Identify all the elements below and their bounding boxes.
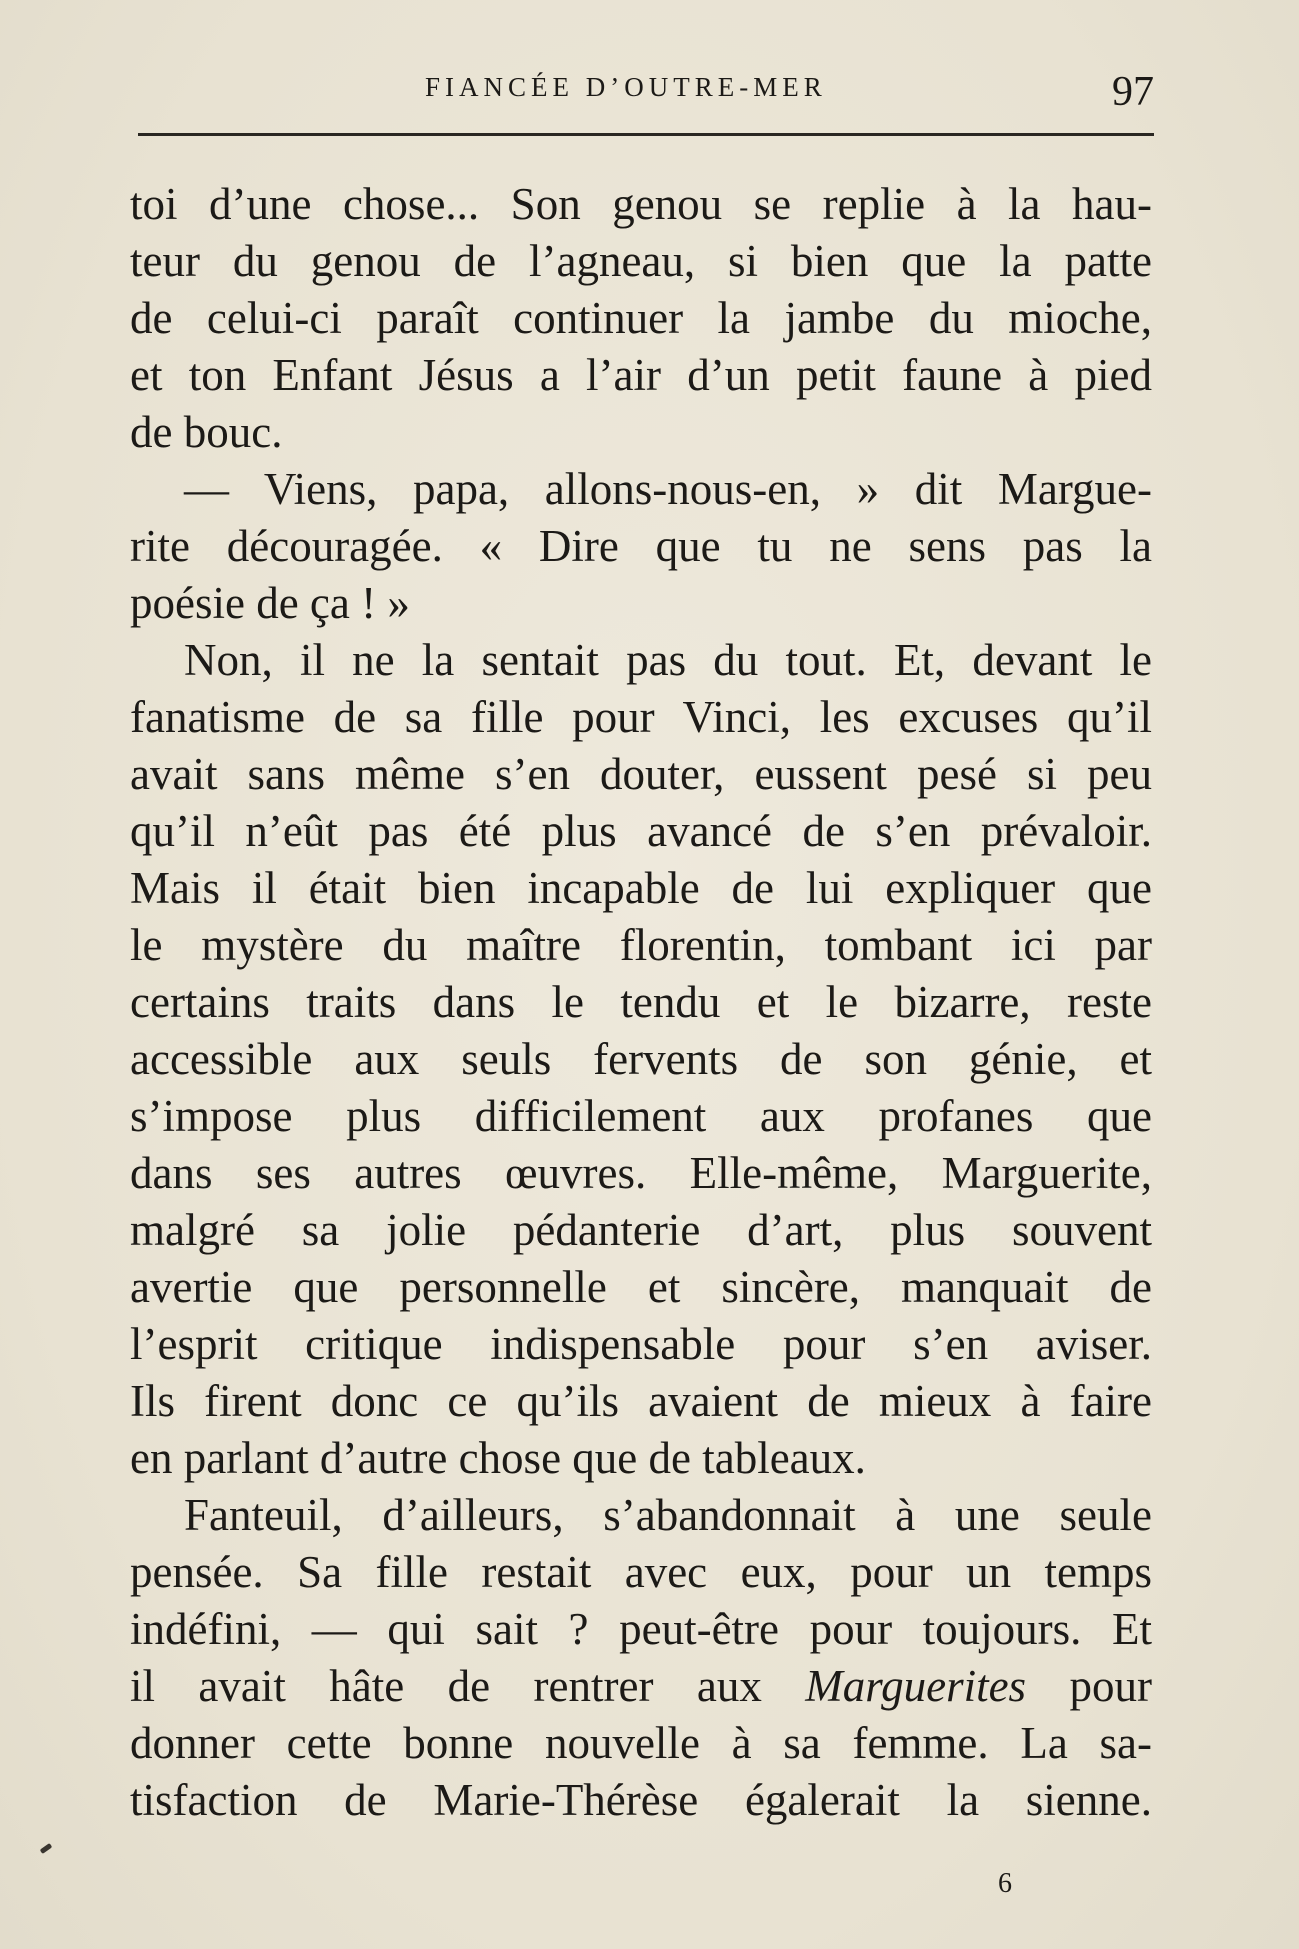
text-line: avait sans même s’en douter, eussent pesé si peu <box>130 749 1152 799</box>
text-line: Non, il ne la sentait pas du tout. Et, devant le <box>184 635 1152 685</box>
text-line: tisfaction de Marie-Thérèse égalerait la sienne. <box>130 1775 1152 1825</box>
text-line: Mais il était bien incapable de lui expliquer que <box>130 863 1152 913</box>
text-line: poésie de ça ! » <box>130 578 410 628</box>
text-line: dans ses autres œuvres. Elle-même, Marguerite, <box>130 1148 1152 1198</box>
signature-mark: 6 <box>998 1868 1012 1899</box>
text-run: il avait hâte de rentrer aux <box>130 1661 806 1711</box>
text-line: et ton Enfant Jésus a l’air d’un petit faune à pied <box>130 350 1152 400</box>
header-rule <box>138 133 1154 136</box>
running-title: FIANCÉE D’OUTRE-MER <box>425 72 827 102</box>
text-line: donner cette bonne nouvelle à sa femme. La sa- <box>130 1718 1152 1768</box>
text-line: fanatisme de sa fille pour Vinci, les excuses qu’il <box>130 692 1152 742</box>
text-line <box>130 1658 1152 1715</box>
italic-place-name: Marguerites <box>805 1661 1027 1711</box>
text-line: de bouc. <box>130 407 283 457</box>
running-head <box>0 68 1299 115</box>
text-line: rite découragée. « Dire que tu ne sens pas la <box>130 521 1152 571</box>
text-line: malgré sa jolie pédanterie d’art, plus souvent <box>130 1205 1152 1255</box>
text-line: pensée. Sa fille restait avec eux, pour un temps <box>130 1547 1152 1597</box>
page-number: 97 <box>1112 69 1154 115</box>
text-line: indéfini, — qui sait ? peut-être pour toujours. Et <box>130 1604 1152 1654</box>
text-line: s’impose plus difficilement aux profanes que <box>130 1091 1152 1141</box>
body-text <box>130 176 1152 1829</box>
text-line: en parlant d’autre chose que de tableaux. <box>130 1433 866 1483</box>
ink-speck <box>40 1843 53 1854</box>
text-line: teur du genou de l’agneau, si bien que la patte <box>130 236 1152 286</box>
text-line: avertie que personnelle et sincère, manquait de <box>130 1262 1152 1312</box>
text-line: qu’il n’eût pas été plus avancé de s’en prévaloir. <box>130 806 1152 856</box>
text-line: — Viens, papa, allons-nous-en, » dit Margue- <box>184 464 1152 514</box>
text-line: Ils firent donc ce qu’ils avaient de mieux à faire <box>130 1376 1152 1426</box>
text-line: de celui-ci paraît continuer la jambe du mioche, <box>130 293 1152 343</box>
text-line: l’esprit critique indispensable pour s’en aviser. <box>130 1319 1152 1369</box>
text-line: toi d’une chose... Son genou se replie à la hau- <box>130 179 1152 229</box>
text-run: pour <box>1026 1661 1152 1711</box>
text-line: Fanteuil, d’ailleurs, s’abandonnait à une seule <box>184 1490 1152 1540</box>
text-line: certains traits dans le tendu et le bizarre, reste <box>130 977 1152 1027</box>
text-line: accessible aux seuls fervents de son génie, et <box>130 1034 1152 1084</box>
text-line: le mystère du maître florentin, tombant ici par <box>130 920 1152 970</box>
